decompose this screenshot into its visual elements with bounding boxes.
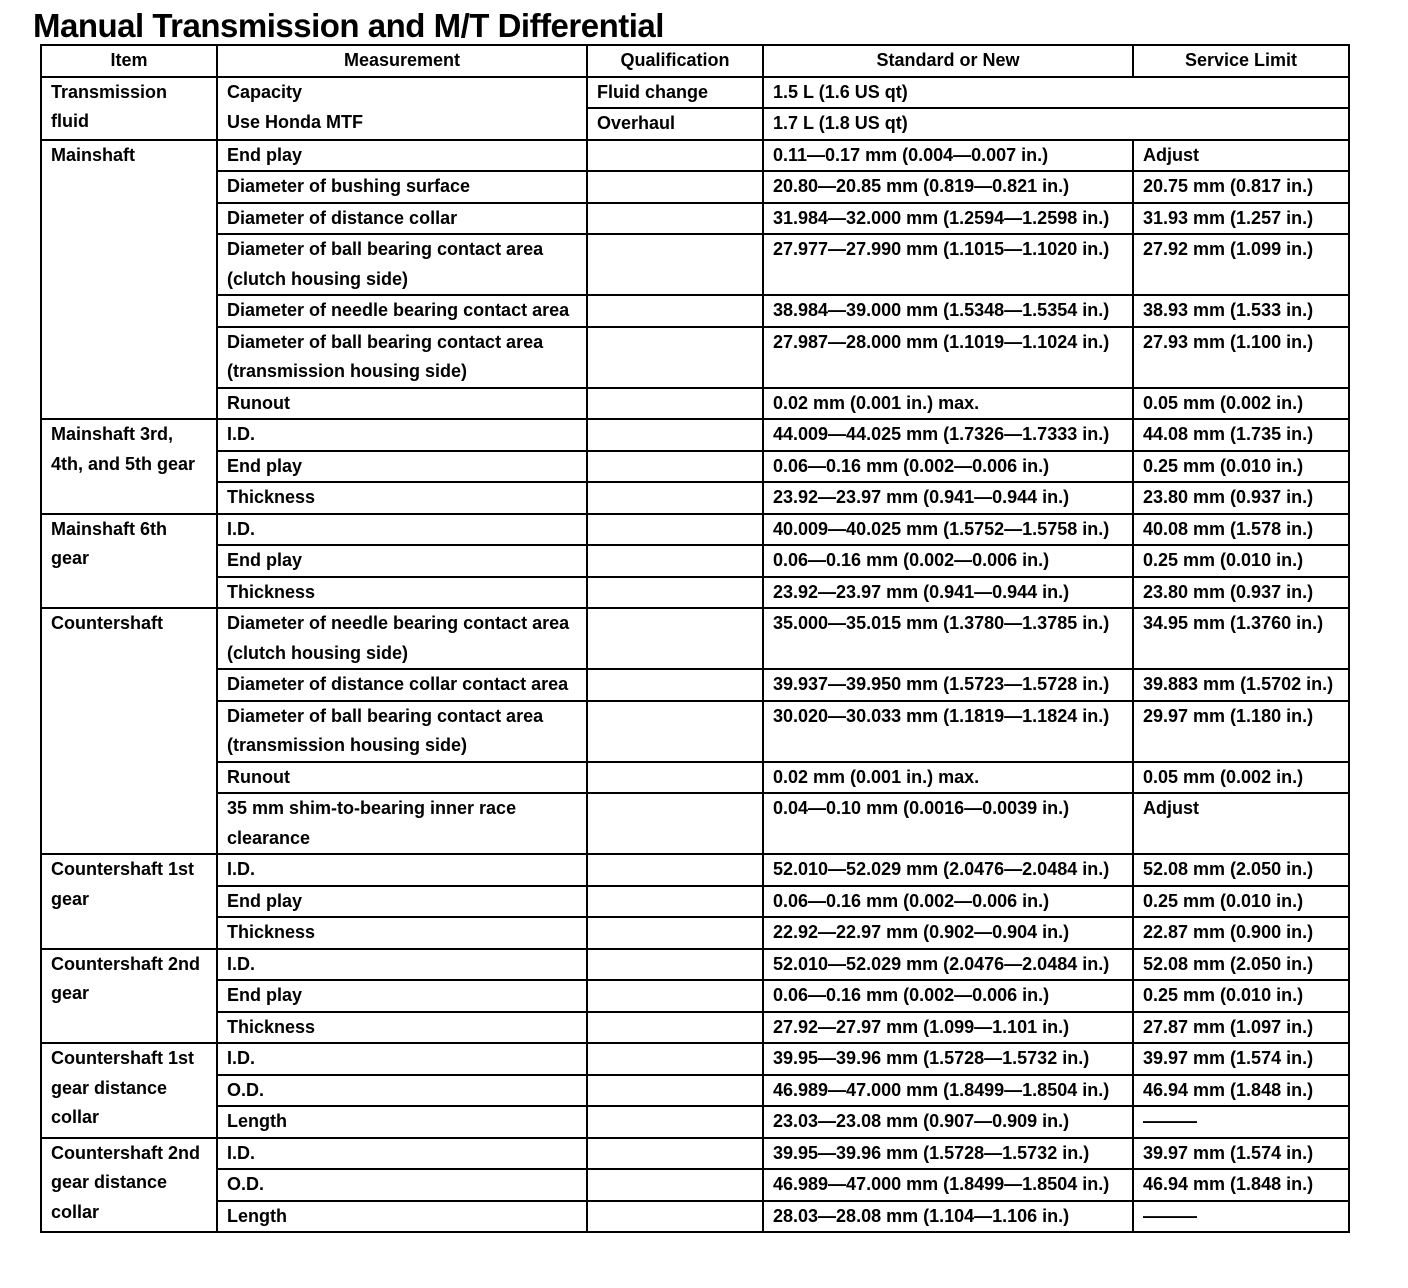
table-row bbox=[41, 545, 1349, 577]
table-row bbox=[41, 77, 1349, 109]
measurement-cell: Diameter of bushing surface bbox=[217, 171, 587, 203]
standard-cell: 39.95—39.96 mm (1.5728—1.5732 in.) bbox=[763, 1043, 1133, 1075]
table-row bbox=[41, 1201, 1349, 1233]
qualification-cell: Fluid change bbox=[587, 77, 763, 109]
item-cell: Countershaft 2nd gear distance collar bbox=[41, 1138, 217, 1233]
qualification-cell bbox=[587, 234, 763, 295]
service-limit-cell: Adjust bbox=[1133, 793, 1349, 854]
service-limit-cell: 39.97 mm (1.574 in.) bbox=[1133, 1043, 1349, 1075]
service-limit-cell: 38.93 mm (1.533 in.) bbox=[1133, 295, 1349, 327]
measurement-cell: Length bbox=[217, 1106, 587, 1138]
qualification-cell bbox=[587, 608, 763, 669]
measurement-cell: Use Honda MTF bbox=[217, 108, 587, 140]
table-row bbox=[41, 295, 1349, 327]
measurement-cell: I.D. bbox=[217, 854, 587, 886]
service-limit-cell: 27.87 mm (1.097 in.) bbox=[1133, 1012, 1349, 1044]
measurement-cell: O.D. bbox=[217, 1075, 587, 1107]
header-qualification: Qualification bbox=[587, 45, 763, 77]
standard-cell: 23.92—23.97 mm (0.941—0.944 in.) bbox=[763, 577, 1133, 609]
table-row bbox=[41, 669, 1349, 701]
service-limit-cell: 0.25 mm (0.010 in.) bbox=[1133, 545, 1349, 577]
service-limit-cell: 23.80 mm (0.937 in.) bbox=[1133, 482, 1349, 514]
qualification-cell bbox=[587, 1106, 763, 1138]
qualification-cell bbox=[587, 669, 763, 701]
qualification-cell: Overhaul bbox=[587, 108, 763, 140]
service-limit-cell: 46.94 mm (1.848 in.) bbox=[1133, 1169, 1349, 1201]
service-limit-cell: 46.94 mm (1.848 in.) bbox=[1133, 1075, 1349, 1107]
standard-cell: 35.000—35.015 mm (1.3780—1.3785 in.) bbox=[763, 608, 1133, 669]
spec-table bbox=[40, 44, 1350, 1233]
table-row bbox=[41, 762, 1349, 794]
service-limit-cell: 0.05 mm (0.002 in.) bbox=[1133, 388, 1349, 420]
table-row bbox=[41, 917, 1349, 949]
measurement-cell: Runout bbox=[217, 762, 587, 794]
standard-cell: 0.06—0.16 mm (0.002—0.006 in.) bbox=[763, 886, 1133, 918]
standard-cell: 0.11—0.17 mm (0.004—0.007 in.) bbox=[763, 140, 1133, 172]
standard-cell: 28.03—28.08 mm (1.104—1.106 in.) bbox=[763, 1201, 1133, 1233]
measurement-cell: Runout bbox=[217, 388, 587, 420]
service-limit-cell: 0.25 mm (0.010 in.) bbox=[1133, 980, 1349, 1012]
standard-cell: 22.92—22.97 mm (0.902—0.904 in.) bbox=[763, 917, 1133, 949]
item-cell: Countershaft bbox=[41, 608, 217, 854]
qualification-cell bbox=[587, 482, 763, 514]
measurement-cell: End play bbox=[217, 545, 587, 577]
measurement-cell: Thickness bbox=[217, 1012, 587, 1044]
standard-cell: 20.80—20.85 mm (0.819—0.821 in.) bbox=[763, 171, 1133, 203]
measurement-cell: Diameter of distance collar contact area bbox=[217, 669, 587, 701]
standard-cell: 23.03—23.08 mm (0.907—0.909 in.) bbox=[763, 1106, 1133, 1138]
service-limit-cell: 34.95 mm (1.3760 in.) bbox=[1133, 608, 1349, 669]
service-limit-cell: 44.08 mm (1.735 in.) bbox=[1133, 419, 1349, 451]
table-row bbox=[41, 949, 1349, 981]
table-row bbox=[41, 203, 1349, 235]
measurement-cell: End play bbox=[217, 451, 587, 483]
table-row bbox=[41, 327, 1349, 388]
table-row bbox=[41, 886, 1349, 918]
standard-cell: 27.977—27.990 mm (1.1015—1.1020 in.) bbox=[763, 234, 1133, 295]
qualification-cell bbox=[587, 762, 763, 794]
qualification-cell bbox=[587, 140, 763, 172]
qualification-cell bbox=[587, 577, 763, 609]
standard-cell: 0.06—0.16 mm (0.002—0.006 in.) bbox=[763, 451, 1133, 483]
service-limit-cell: 27.93 mm (1.100 in.) bbox=[1133, 327, 1349, 388]
service-limit-cell: 52.08 mm (2.050 in.) bbox=[1133, 854, 1349, 886]
standard-cell: 39.937—39.950 mm (1.5723—1.5728 in.) bbox=[763, 669, 1133, 701]
table-row bbox=[41, 1012, 1349, 1044]
qualification-cell bbox=[587, 203, 763, 235]
standard-cell: 44.009—44.025 mm (1.7326—1.7333 in.) bbox=[763, 419, 1133, 451]
table-row bbox=[41, 854, 1349, 886]
standard-cell: 52.010—52.029 mm (2.0476—2.0484 in.) bbox=[763, 854, 1133, 886]
standard-cell: 30.020—30.033 mm (1.1819—1.1824 in.) bbox=[763, 701, 1133, 762]
standard-cell: 0.06—0.16 mm (0.002—0.006 in.) bbox=[763, 545, 1133, 577]
qualification-cell bbox=[587, 451, 763, 483]
measurement-cell: Diameter of needle bearing contact area bbox=[217, 295, 587, 327]
measurement-cell: Diameter of ball bearing contact area (clutch housing side) bbox=[217, 234, 587, 295]
header-item: Item bbox=[41, 45, 217, 77]
table-row bbox=[41, 1075, 1349, 1107]
table-row bbox=[41, 451, 1349, 483]
standard-cell: 0.02 mm (0.001 in.) max. bbox=[763, 388, 1133, 420]
header-row bbox=[41, 45, 1349, 77]
qualification-cell bbox=[587, 545, 763, 577]
standard-cell: 0.06—0.16 mm (0.002—0.006 in.) bbox=[763, 980, 1133, 1012]
qualification-cell bbox=[587, 1138, 763, 1170]
header-measurement: Measurement bbox=[217, 45, 587, 77]
standard-cell: 39.95—39.96 mm (1.5728—1.5732 in.) bbox=[763, 1138, 1133, 1170]
table-row bbox=[41, 577, 1349, 609]
qualification-cell bbox=[587, 295, 763, 327]
measurement-cell: I.D. bbox=[217, 419, 587, 451]
measurement-cell: End play bbox=[217, 886, 587, 918]
measurement-cell: I.D. bbox=[217, 1043, 587, 1075]
measurement-cell: Thickness bbox=[217, 917, 587, 949]
service-limit-cell: 23.80 mm (0.937 in.) bbox=[1133, 577, 1349, 609]
standard-cell: 0.02 mm (0.001 in.) max. bbox=[763, 762, 1133, 794]
measurement-cell: End play bbox=[217, 140, 587, 172]
service-limit-cell: 29.97 mm (1.180 in.) bbox=[1133, 701, 1349, 762]
table-row bbox=[41, 388, 1349, 420]
header-service-limit: Service Limit bbox=[1133, 45, 1349, 77]
standard-cell: 23.92—23.97 mm (0.941—0.944 in.) bbox=[763, 482, 1133, 514]
header-standard: Standard or New bbox=[763, 45, 1133, 77]
standard-cell: 46.989—47.000 mm (1.8499—1.8504 in.) bbox=[763, 1075, 1133, 1107]
qualification-cell bbox=[587, 793, 763, 854]
measurement-cell: Diameter of ball bearing contact area (transmission housing side) bbox=[217, 701, 587, 762]
table-row bbox=[41, 140, 1349, 172]
qualification-cell bbox=[587, 1169, 763, 1201]
item-cell: Countershaft 2nd gear bbox=[41, 949, 217, 1044]
qualification-cell bbox=[587, 949, 763, 981]
service-limit-cell: 0.25 mm (0.010 in.) bbox=[1133, 451, 1349, 483]
standard-cell: 27.987—28.000 mm (1.1019—1.1024 in.) bbox=[763, 327, 1133, 388]
measurement-cell: I.D. bbox=[217, 514, 587, 546]
qualification-cell bbox=[587, 1043, 763, 1075]
table-row bbox=[41, 1043, 1349, 1075]
standard-cell: 27.92—27.97 mm (1.099—1.101 in.) bbox=[763, 1012, 1133, 1044]
service-limit-cell: 39.883 mm (1.5702 in.) bbox=[1133, 669, 1349, 701]
table-row bbox=[41, 108, 1349, 140]
qualification-cell bbox=[587, 514, 763, 546]
standard-cell: 40.009—40.025 mm (1.5752—1.5758 in.) bbox=[763, 514, 1133, 546]
qualification-cell bbox=[587, 886, 763, 918]
service-limit-cell: ——— bbox=[1133, 1106, 1349, 1138]
measurement-cell: I.D. bbox=[217, 949, 587, 981]
qualification-cell bbox=[587, 917, 763, 949]
table-row bbox=[41, 514, 1349, 546]
table-row bbox=[41, 419, 1349, 451]
qualification-cell bbox=[587, 388, 763, 420]
qualification-cell bbox=[587, 1075, 763, 1107]
measurement-cell: I.D. bbox=[217, 1138, 587, 1170]
item-cell: Mainshaft 6th gear bbox=[41, 514, 217, 609]
service-limit-cell: 52.08 mm (2.050 in.) bbox=[1133, 949, 1349, 981]
item-cell: Mainshaft bbox=[41, 140, 217, 420]
measurement-cell: Diameter of ball bearing contact area (transmission housing side) bbox=[217, 327, 587, 388]
page-title: Manual Transmission and M/T Differential bbox=[33, 7, 664, 44]
standard-cell: 1.7 L (1.8 US qt) bbox=[763, 108, 1349, 140]
standard-cell: 1.5 L (1.6 US qt) bbox=[763, 77, 1349, 109]
table-row bbox=[41, 482, 1349, 514]
item-cell: Transmission fluid bbox=[41, 77, 217, 140]
measurement-cell: Capacity bbox=[217, 77, 587, 109]
qualification-cell bbox=[587, 1201, 763, 1233]
qualification-cell bbox=[587, 854, 763, 886]
measurement-cell: Thickness bbox=[217, 482, 587, 514]
table-row bbox=[41, 701, 1349, 762]
item-cell: Countershaft 1st gear bbox=[41, 854, 217, 949]
measurement-cell: Diameter of needle bearing contact area (clutch housing side) bbox=[217, 608, 587, 669]
service-limit-cell: 20.75 mm (0.817 in.) bbox=[1133, 171, 1349, 203]
service-limit-cell: ——— bbox=[1133, 1201, 1349, 1233]
table-row bbox=[41, 171, 1349, 203]
service-limit-cell: 22.87 mm (0.900 in.) bbox=[1133, 917, 1349, 949]
measurement-cell: 35 mm shim-to-bearing inner race clearance bbox=[217, 793, 587, 854]
standard-cell: 52.010—52.029 mm (2.0476—2.0484 in.) bbox=[763, 949, 1133, 981]
qualification-cell bbox=[587, 171, 763, 203]
measurement-cell: Thickness bbox=[217, 577, 587, 609]
qualification-cell bbox=[587, 980, 763, 1012]
qualification-cell bbox=[587, 419, 763, 451]
table-row bbox=[41, 1169, 1349, 1201]
item-cell: Countershaft 1st gear distance collar bbox=[41, 1043, 217, 1138]
service-limit-cell: 40.08 mm (1.578 in.) bbox=[1133, 514, 1349, 546]
measurement-cell: End play bbox=[217, 980, 587, 1012]
table-row bbox=[41, 608, 1349, 669]
qualification-cell bbox=[587, 1012, 763, 1044]
measurement-cell: Diameter of distance collar bbox=[217, 203, 587, 235]
table-row bbox=[41, 793, 1349, 854]
measurement-cell: O.D. bbox=[217, 1169, 587, 1201]
item-cell: Mainshaft 3rd, 4th, and 5th gear bbox=[41, 419, 217, 514]
qualification-cell bbox=[587, 327, 763, 388]
table-row bbox=[41, 1138, 1349, 1170]
standard-cell: 38.984—39.000 mm (1.5348—1.5354 in.) bbox=[763, 295, 1133, 327]
service-limit-cell: 39.97 mm (1.574 in.) bbox=[1133, 1138, 1349, 1170]
service-limit-cell: 0.25 mm (0.010 in.) bbox=[1133, 886, 1349, 918]
service-limit-cell: 31.93 mm (1.257 in.) bbox=[1133, 203, 1349, 235]
standard-cell: 31.984—32.000 mm (1.2594—1.2598 in.) bbox=[763, 203, 1133, 235]
table-row bbox=[41, 980, 1349, 1012]
qualification-cell bbox=[587, 701, 763, 762]
service-limit-cell: 0.05 mm (0.002 in.) bbox=[1133, 762, 1349, 794]
standard-cell: 46.989—47.000 mm (1.8499—1.8504 in.) bbox=[763, 1169, 1133, 1201]
measurement-cell: Length bbox=[217, 1201, 587, 1233]
service-limit-cell: Adjust bbox=[1133, 140, 1349, 172]
table-row bbox=[41, 1106, 1349, 1138]
table-row bbox=[41, 234, 1349, 295]
service-limit-cell: 27.92 mm (1.099 in.) bbox=[1133, 234, 1349, 295]
standard-cell: 0.04—0.10 mm (0.0016—0.0039 in.) bbox=[763, 793, 1133, 854]
